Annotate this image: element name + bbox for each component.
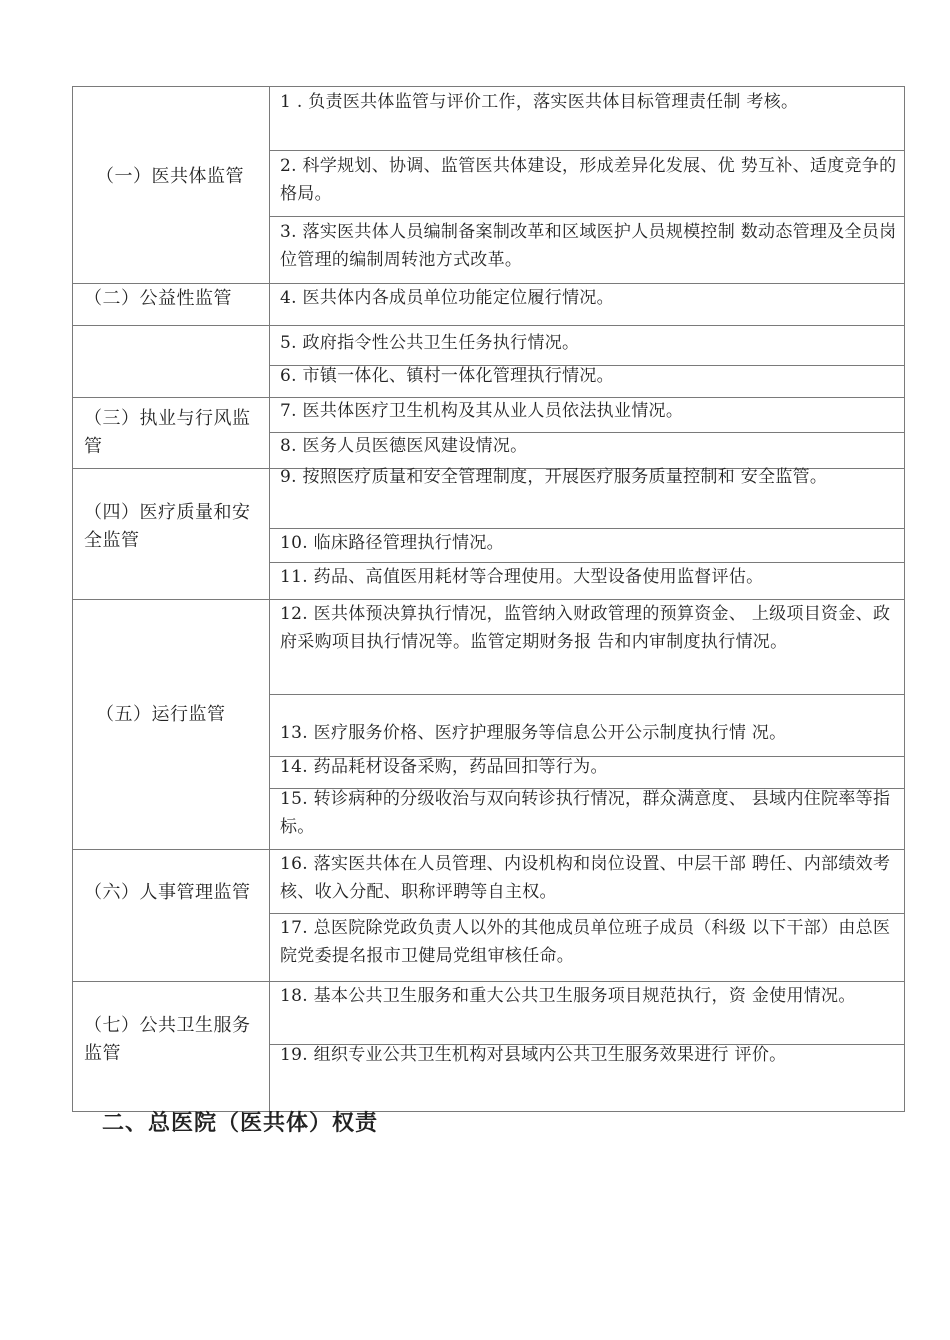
item-text: 1 . 负责医共体监管与评价工作，落实医共体目标管理责任制 考核。 [280, 92, 799, 112]
item-divider [269, 694, 905, 695]
item-text: 9. 按照医疗质量和安全管理制度，开展医疗服务质量控制和 安全监管。 [280, 467, 828, 487]
item-text: 17. 总医院除党政负责人以外的其他成员单位班子成员（科级 以下干部）由总医院党委提名报市卫健局党组审核任命。 [280, 918, 891, 966]
table-border-top [72, 86, 905, 87]
item-text: 8. 医务人员医德医风建设情况。 [280, 436, 528, 456]
item-text: 6. 市镇一体化、镇村一体化管理执行情况。 [280, 366, 614, 386]
category-label: （一）医共体监管 [96, 166, 244, 187]
item-text: 19. 组织专业公共卫生机构对县域内公共卫生服务效果进行 评价。 [280, 1045, 787, 1065]
category-label: （六）人事管理监管 [84, 882, 251, 903]
category-label: （四）医疗质量和安全监管 [84, 502, 251, 551]
item-text: 4. 医共体内各成员单位功能定位履行情况。 [280, 288, 614, 308]
section-heading: 二、总医院（医共体）权责 [102, 1111, 379, 1136]
item-divider [269, 150, 905, 151]
item-text: 12. 医共体预决算执行情况，监管纳入财政管理的预算资金、 上级项目资金、政府采购项目执行情况等。监管定期财务报 告和内审制度执行情况。 [280, 604, 891, 652]
item-text: 11. 药品、高值医用耗材等合理使用。大型设备使用监督评估。 [280, 567, 764, 587]
item-text: 14. 药品耗材设备采购，药品回扣等行为。 [280, 757, 608, 777]
item-text: 7. 医共体医疗卫生机构及其从业人员依法执业情况。 [280, 401, 684, 421]
item-text: 2. 科学规划、协调、监管医共体建设，形成差异化发展、优 势互补、适度竞争的格局。 [280, 156, 897, 204]
item-divider [269, 216, 905, 217]
item-text: 5. 政府指令性公共卫生任务执行情况。 [280, 333, 580, 353]
item-text: 18. 基本公共卫生服务和重大公共卫生服务项目规范执行，资 金使用情况。 [280, 986, 856, 1006]
item-text: 10. 临床路径管理执行情况。 [280, 533, 504, 553]
table-row-divider [72, 325, 905, 326]
item-text: 13. 医疗服务价格、医疗护理服务等信息公开公示制度执行情 况。 [280, 723, 787, 743]
item-text: 16. 落实医共体在人员管理、内设机构和岗位设置、中层干部 聘任、内部绩效考核、收入分配、职称评聘等自主权。 [280, 854, 891, 902]
item-text: 15. 转诊病种的分级收治与双向转诊执行情况，群众满意度、 县域内住院率等指标。 [280, 789, 891, 837]
category-label: （七）公共卫生服务监管 [84, 1015, 251, 1064]
category-label: （二）公益性监管 [84, 288, 232, 309]
category-label: （五）运行监管 [96, 704, 226, 725]
category-label: （三）执业与行风监管 [84, 408, 251, 457]
item-text: 3. 落实医共体人员编制备案制改革和区域医护人员规模控制 数动态管理及全员岗位管理的编制周转池方式改革。 [280, 222, 897, 270]
